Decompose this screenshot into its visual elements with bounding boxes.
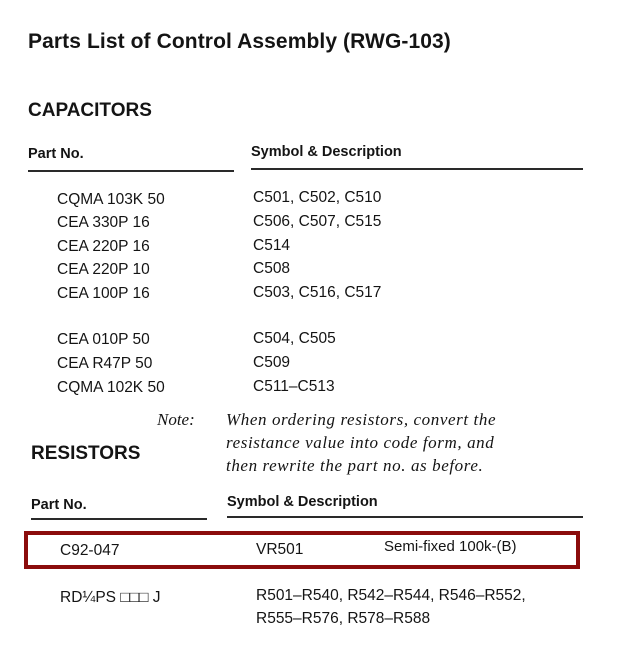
page-title: Parts List of Control Assembly (RWG-103) — [28, 30, 451, 53]
resistors-symbol-header: Symbol & Description — [227, 494, 378, 510]
capacitors-symbol-rule — [251, 168, 583, 170]
capacitors-symbol-header: Symbol & Description — [251, 144, 402, 160]
resistor-part-no: C92-047 — [60, 542, 120, 559]
capacitor-part-no: CEA R47P 50 — [57, 355, 153, 372]
capacitor-part-no: CEA 010P 50 — [57, 331, 150, 348]
capacitor-part-no: CEA 330P 16 — [57, 214, 150, 231]
capacitor-part-no: CEA 220P 10 — [57, 261, 150, 278]
capacitor-symbol: C506, C507, C515 — [253, 213, 382, 230]
resistor-symbol: VR501 — [256, 541, 304, 558]
capacitor-symbol: C511–C513 — [253, 378, 335, 395]
capacitors-heading: CAPACITORS — [28, 100, 152, 121]
resistor-description: Semi-fixed 100k-(B) — [384, 538, 517, 555]
capacitor-part-no: CEA 220P 16 — [57, 238, 150, 255]
capacitor-symbol: C501, C502, C510 — [253, 189, 382, 206]
resistors-heading: RESISTORS — [31, 443, 141, 464]
capacitor-symbol: C508 — [253, 260, 291, 277]
capacitors-part-rule — [28, 170, 234, 172]
resistors-symbol-rule — [227, 516, 583, 518]
note-line: When ordering resistors, convert the — [226, 410, 497, 429]
note-label: Note: — [157, 410, 195, 429]
resistors-part-no-header: Part No. — [31, 497, 87, 513]
capacitor-symbol: C504, C505 — [253, 330, 336, 347]
resistor-symbol: R501–R540, R542–R544, R546–R552, — [256, 587, 526, 604]
capacitor-symbol: C514 — [253, 237, 291, 254]
capacitor-part-no: CQMA 103K 50 — [57, 191, 165, 208]
note-line: then rewrite the part no. as before. — [226, 456, 484, 475]
capacitor-part-no: CQMA 102K 50 — [57, 379, 165, 396]
resistor-symbol: R555–R576, R578–R588 — [256, 610, 431, 627]
capacitor-symbol: C503, C516, C517 — [253, 284, 382, 301]
capacitors-part-no-header: Part No. — [28, 146, 84, 162]
capacitor-part-no: CEA 100P 16 — [57, 285, 150, 302]
note-line: resistance value into code form, and — [226, 433, 495, 452]
capacitor-symbol: C509 — [253, 354, 291, 371]
resistors-part-rule — [31, 518, 207, 520]
resistor-part-no: RD¼PS □□□ J — [60, 589, 161, 606]
